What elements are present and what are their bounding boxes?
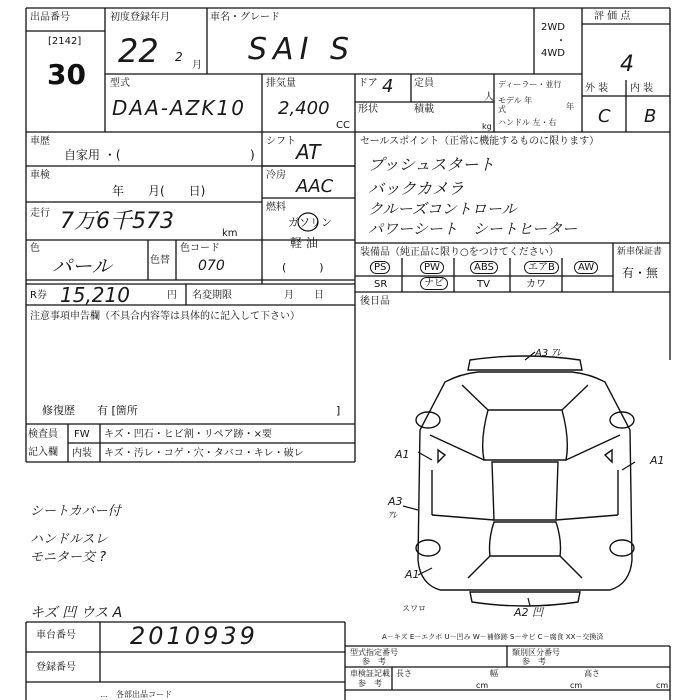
sales-line-3: クルーズコントロール: [368, 200, 517, 218]
damage-a2-bottom: A2 凹: [514, 606, 544, 619]
displacement-unit: CC: [336, 120, 350, 131]
door-value: 4: [382, 76, 394, 97]
repair-history-close: ]: [336, 404, 341, 417]
first-registration-label: 初度登録年月: [110, 12, 170, 23]
interior-value: B: [644, 106, 657, 127]
registration-number-label: 登録番号: [36, 662, 76, 673]
model-value: DAA-AZK10: [112, 96, 246, 120]
title-deadline-label: 名変期限: [192, 290, 232, 301]
sales-line-2: バックカメラ: [368, 179, 465, 198]
handwritten-line-2: ハンドルスレ: [30, 532, 108, 547]
mileage-unit: km: [222, 228, 238, 239]
inspector-label-2: 記入欄: [28, 447, 58, 458]
lot-number-label: 出品番号: [30, 12, 70, 23]
class-number-ref: 参 考: [522, 657, 546, 666]
color-label: 色: [30, 243, 40, 254]
shift-value: AT: [296, 140, 321, 164]
sales-line-4: パワーシート シートヒーター: [368, 220, 578, 238]
history-value: 自家用 ・(: [64, 148, 121, 162]
certificate-label: 車検証記載: [350, 669, 390, 678]
displacement-label: 排気量: [266, 78, 296, 89]
class-number-label: 類別区分番号: [512, 648, 560, 657]
evaluation-score: 4: [620, 52, 634, 77]
damage-legend: A－キズ E－エクボ U－凹み W－補修跡 S－サビ C－腐食 XX－交換済: [382, 633, 604, 641]
ac-label: 冷房: [266, 170, 286, 181]
load-label: 積載: [414, 104, 434, 115]
model-year-label: モデル 年式: [498, 96, 533, 114]
color-code-label: 色コード: [180, 243, 220, 254]
fw-label: FW: [74, 429, 90, 440]
inspection-label: 車検: [30, 170, 50, 181]
history-label: 車歴: [30, 136, 50, 147]
width-label: 幅: [490, 669, 498, 678]
chassis-number-value: 2010939: [130, 622, 258, 650]
capacity-unit: 人: [484, 92, 494, 103]
handle-label: ハンドル 左・右: [498, 118, 557, 127]
notes-label: 注意事項申告欄（不具合内容等は具体的に記入して下さい）: [30, 311, 300, 322]
interior-inspect-items: キズ・汚レ・コゲ・穴・タバコ・キレ・破レ: [104, 448, 304, 459]
chassis-number-label: 車台番号: [36, 630, 76, 641]
color-value: パール: [52, 254, 112, 278]
equip-pw: PW: [420, 261, 444, 274]
interior-inspect-label: 内装: [72, 448, 92, 459]
length-label: 長さ: [396, 669, 412, 678]
recycle-label: R券: [30, 290, 47, 301]
damage-a1-note: スワロ: [402, 604, 426, 613]
type-designation-ref: 参 考: [362, 657, 386, 666]
handwritten-line-4: キズ 凹 ウス A: [30, 605, 123, 621]
recycle-unit: 円: [167, 290, 177, 301]
equip-sr: SR: [374, 279, 388, 290]
damage-a1-bottom: A1: [405, 568, 420, 581]
equip-leather: カワ: [526, 279, 546, 290]
2wd-label: 2WD: [541, 22, 565, 33]
repair-history-label: 修復歴 有 [箇所: [42, 404, 138, 417]
height-unit: cm: [656, 681, 669, 690]
equip-abs: ABS: [470, 261, 498, 274]
length-unit: cm: [476, 681, 489, 690]
equip-airbag: エアB: [524, 261, 559, 274]
inspection-value: 年 月( 日): [112, 184, 206, 198]
sales-point-label: セールスポイント（正常に機能するものに限ります）: [360, 136, 600, 147]
car-name-label: 車名・グレード: [210, 12, 280, 23]
fuel-label: 燃料: [266, 202, 286, 213]
certificate-ref: 参 考: [358, 679, 382, 688]
equip-navi: ナビ: [420, 277, 448, 290]
inspector-label-1: 検査員: [28, 429, 58, 440]
load-unit: kg: [482, 122, 492, 131]
exterior-value: C: [598, 106, 611, 127]
model-label: 型式: [110, 78, 130, 89]
car-name-value: SAI S: [248, 32, 355, 67]
warranty-label: 新車保証書: [617, 247, 663, 257]
dealer-label: ディーラー・並行: [498, 80, 562, 89]
car-diagram: [416, 356, 634, 606]
damage-a3-left-note: ｱﾚ: [388, 511, 398, 521]
warranty-value: 有・無: [622, 266, 659, 280]
history-close: ): [250, 148, 255, 162]
dot-separator: ・: [556, 36, 566, 47]
title-deadline-value: 月 日: [284, 290, 324, 301]
later-items-label: 後日品: [360, 296, 390, 307]
fuel-gasoline: ガソリン: [288, 216, 332, 229]
type-designation-label: 型式指定番号: [350, 648, 398, 657]
width-unit: cm: [570, 681, 583, 690]
mileage-value: 7万6千573: [60, 209, 174, 234]
mileage-label: 走行: [30, 208, 50, 219]
displacement-value: 2,400: [278, 98, 330, 119]
year-unit: 年: [566, 102, 574, 111]
color-change-label: 色替: [150, 255, 170, 266]
damage-a1-right: A1: [650, 454, 665, 467]
footer-text: … 各部出品コード: [100, 690, 172, 699]
damage-a1-left: A1: [395, 448, 410, 461]
exterior-label: 外 装: [585, 83, 609, 94]
fuel-light-oil: 軽 油: [290, 236, 318, 250]
equip-tv: TV: [477, 279, 490, 290]
capacity-label: 定員: [414, 78, 434, 89]
ac-value: AAC: [296, 176, 334, 197]
month-unit: 月: [192, 60, 202, 71]
shape-label: 形状: [358, 104, 378, 115]
fw-items: キズ・凹石・ヒビ割・リペア跡・×要: [104, 429, 272, 440]
equip-aw: AW: [574, 261, 598, 274]
height-label: 高さ: [584, 669, 600, 678]
damage-a3-top: A3 ｱﾚ: [535, 348, 562, 359]
fuel-paren: ( ): [282, 261, 324, 274]
color-code-value: 070: [198, 258, 225, 274]
sales-line-1: プッシュスタート: [368, 155, 495, 174]
equip-ps: PS: [370, 261, 390, 274]
first-registration-year: 22: [118, 32, 159, 70]
interior-label: 内 装: [630, 83, 654, 94]
damage-a3-left: A3: [388, 495, 403, 508]
recycle-value: 15,210: [60, 283, 130, 307]
handwritten-line-3: モニター交 ?: [30, 550, 107, 565]
handwritten-line-1: シートカバー付: [30, 504, 121, 519]
lot-code: [2142]: [48, 36, 82, 47]
door-label: ドア: [358, 78, 378, 89]
equipment-label: 装備品（純正品に限り○をつけてください）: [360, 247, 559, 258]
first-registration-month: 2: [175, 50, 183, 64]
evaluation-label: 評 価 点: [594, 11, 631, 22]
shift-label: シフト: [266, 136, 296, 147]
4wd-label: 4WD: [541, 48, 565, 59]
lot-number: 30: [47, 58, 86, 91]
